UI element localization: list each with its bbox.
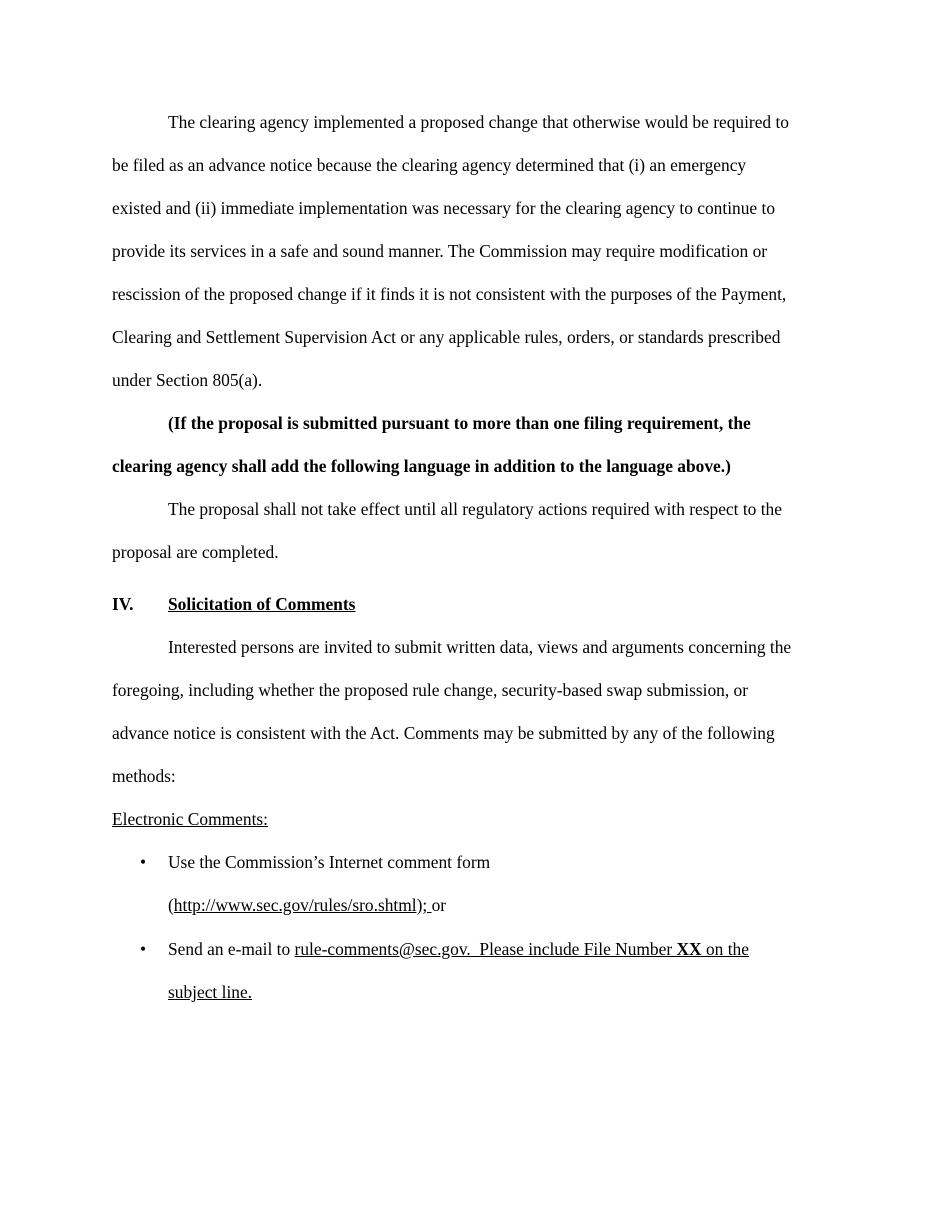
bullet-text: Use the Commission’s Internet comment form xyxy=(168,852,491,872)
paragraph-filing-instruction xyxy=(112,402,838,488)
text-line: existed and (ii) immediate implementation was necessary for the clearing agency to continue to xyxy=(112,198,776,218)
comment-methods-list xyxy=(112,841,838,1014)
email-prefix: Send an e-mail to xyxy=(168,939,295,959)
link-paren: ( xyxy=(168,895,174,915)
paragraph-invitation xyxy=(112,626,838,798)
bullet-email-line xyxy=(168,928,838,971)
text-line: Clearing and Settlement Supervision Act or any applicable rules, orders, or standards prescribed xyxy=(112,327,781,347)
text-line: Interested persons are invited to submit written data, views and arguments concerning the xyxy=(168,637,792,657)
document-body xyxy=(112,101,838,1014)
text-line: provide its services in a safe and sound manner. The Commission may require modification or xyxy=(112,241,768,261)
bullet-tail: or xyxy=(431,895,447,915)
subject-line-text: subject line. xyxy=(168,982,253,1002)
bullet-line-2 xyxy=(168,971,838,1014)
text-line: rescission of the proposed change if it finds it is not consistent with the purposes of the Payment, xyxy=(112,284,787,304)
text-line: foregoing, including whether the proposed rule change, security-based swap submission, or xyxy=(112,680,749,700)
list-item xyxy=(112,928,838,1014)
bullet-icon: • xyxy=(140,939,147,959)
section-number: IV. xyxy=(112,594,134,614)
text-line: be filed as an advance notice because the clearing agency determined that (i) an emergency xyxy=(112,155,747,175)
text-line: proposal are completed. xyxy=(112,542,279,562)
electronic-comments-heading: Electronic Comments: xyxy=(112,809,268,829)
file-number: XX xyxy=(676,939,702,959)
text-line: The proposal shall not take effect until all regulatory actions required with respect to the xyxy=(168,499,782,519)
bullet-icon: • xyxy=(140,852,147,872)
comment-form-link[interactable]: http://www.sec.gov/rules/sro.shtml); xyxy=(173,895,432,915)
bullet-link-line xyxy=(168,884,838,927)
paragraph-emergency-implementation xyxy=(112,101,838,402)
paragraph-regulatory-actions xyxy=(112,488,838,574)
text-line: methods: xyxy=(112,766,176,786)
text-line: clearing agency shall add the following language in addition to the language above.) xyxy=(112,456,731,476)
section-title: Solicitation of Comments xyxy=(168,594,356,614)
text-line: The clearing agency implemented a proposed change that otherwise would be required to xyxy=(168,112,790,132)
file-number-suffix: on the xyxy=(701,939,749,959)
file-number-instruction: Please include File Number xyxy=(470,939,677,959)
email-link[interactable]: rule-comments@sec.gov. xyxy=(294,939,471,959)
text-line: under Section 805(a). xyxy=(112,370,263,390)
section-heading xyxy=(112,583,838,626)
list-item xyxy=(112,841,838,927)
text-line: advance notice is consistent with the Act. Comments may be submitted by any of the following xyxy=(112,723,775,743)
text-line: (If the proposal is submitted pursuant to more than one filing requirement, the xyxy=(168,413,751,433)
